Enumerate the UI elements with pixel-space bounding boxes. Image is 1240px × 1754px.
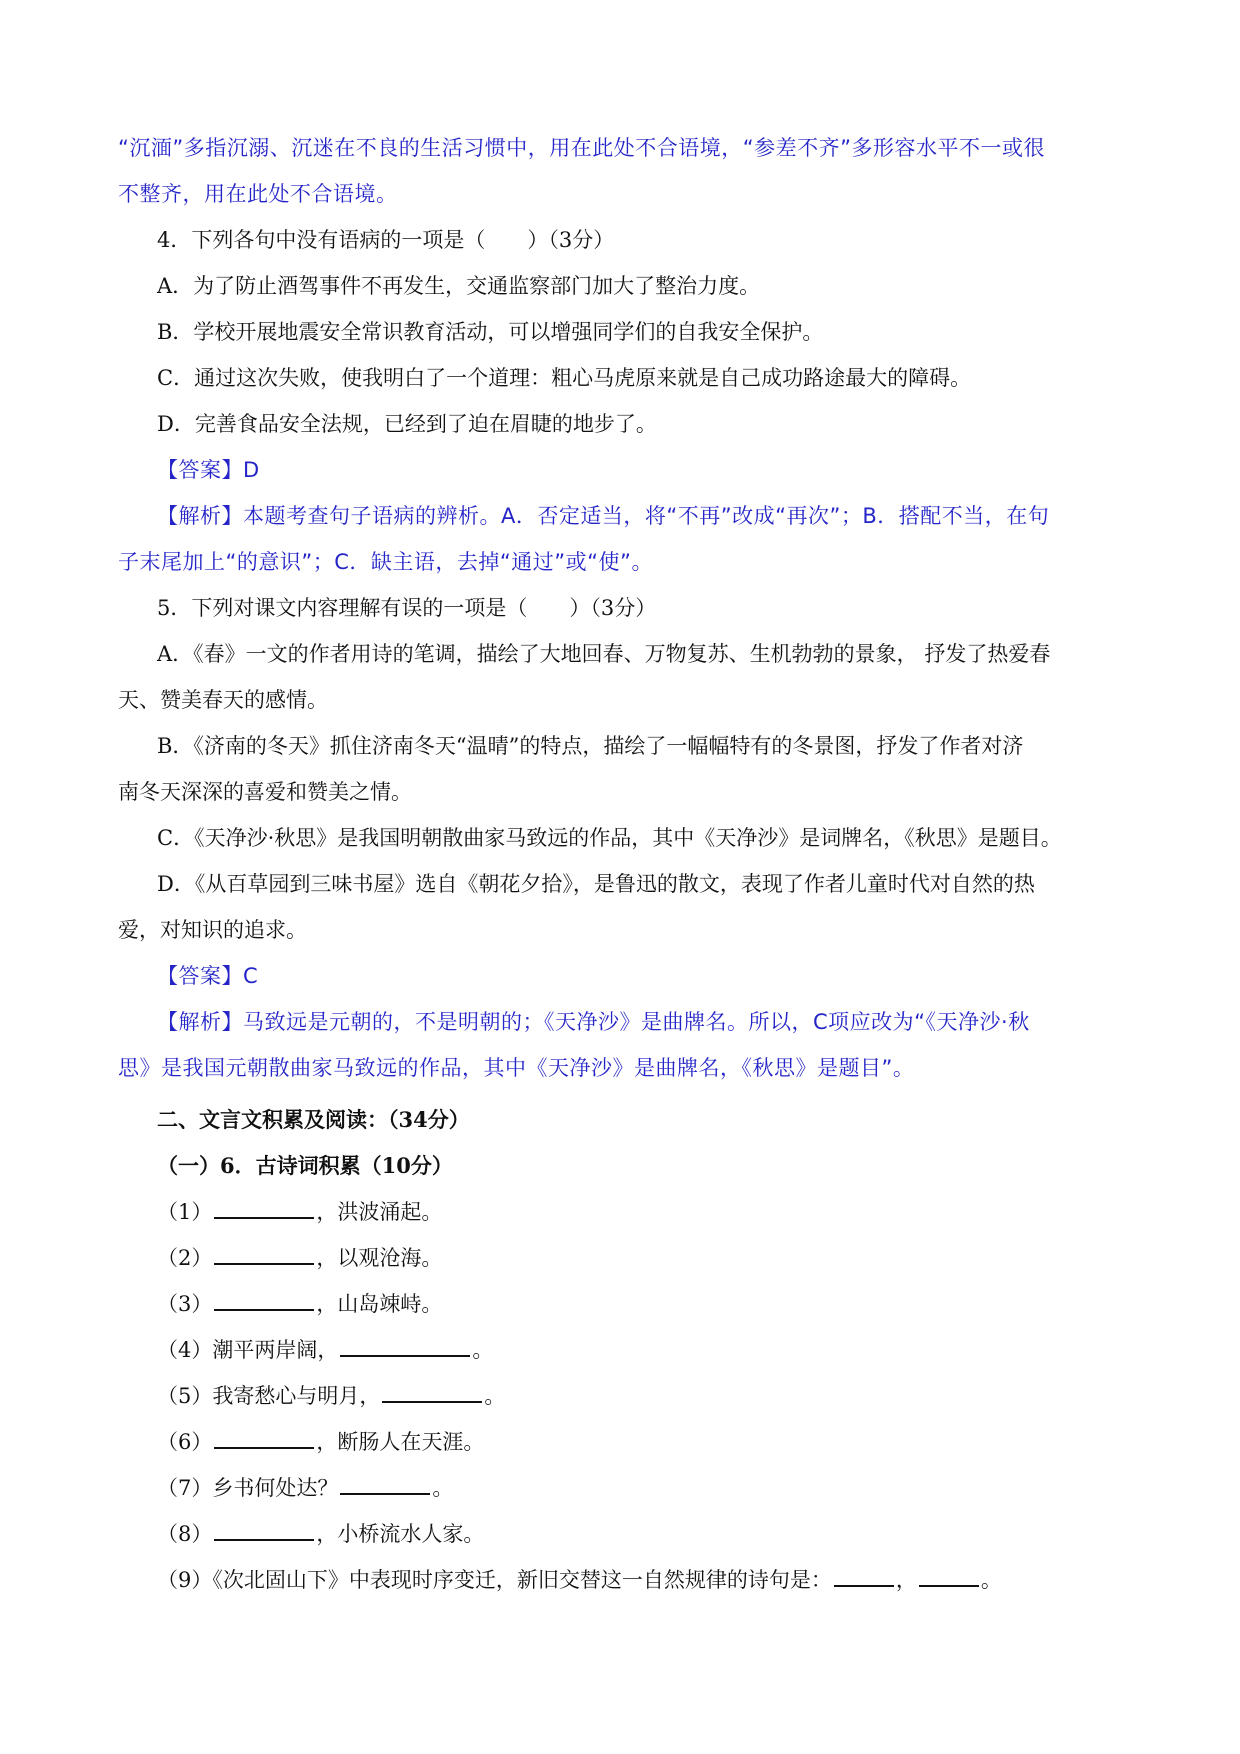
fill-item-2 [157,1235,442,1281]
answer-blank[interactable] [214,1195,314,1219]
fill-item-1 [157,1189,442,1235]
answer-blank[interactable] [214,1517,314,1541]
item-text: 乡书何处达？ [212,1476,339,1500]
fill-item-5 [157,1373,505,1419]
q5-option-b-line1: B．《济南的冬天》抓住济南冬天“温晴”的特点，描绘了一幅幅特有的冬景图，抒发了作者对济 [157,734,1024,758]
item-text: 我寄愁心与明月， [212,1384,381,1408]
item-text: 《次北固山下》中表现时序变迁，新旧交替这一自然规律的诗句是： [212,1568,832,1592]
item-number: （2） [157,1246,213,1270]
answer-blank[interactable] [214,1241,314,1265]
q5-option-c: C．《天净沙·秋思》是我国明朝散曲家马致远的作品，其中《天净沙》是词牌名，《秋思》是题目。 [157,826,1062,850]
item-text: 。 [980,1568,1002,1592]
fill-item-4 [157,1327,493,1373]
item-number: （8） [157,1522,213,1546]
item-number: （5） [157,1384,213,1408]
q3-explanation-line2: 不整齐，用在此处不合语境。 [118,182,398,206]
q4-analysis-line1: 【解析】本题考查句子语病的辨析。A．否定适当，将“不再”改成“再次”；B．搭配不当，在句 [157,504,1050,528]
item-number: （1） [157,1200,213,1224]
q5-option-a-line2: 天、赞美春天的感情。 [118,688,328,712]
q5-option-d-line2: 爱，对知识的追求。 [118,918,307,942]
fill-item-6 [157,1419,484,1465]
q5-option-b-line2: 南冬天深深的喜爱和赞美之情。 [118,780,412,804]
item-text: 。 [484,1384,506,1408]
answer-blank[interactable] [340,1333,470,1357]
q4-stem: 4．下列各句中没有语病的一项是（ ）（3分） [157,228,615,252]
item-number: （6） [157,1430,213,1454]
item-number: （7） [157,1476,213,1500]
answer-blank[interactable] [919,1563,979,1587]
item-text: 。 [472,1338,494,1362]
item-number: （9） [157,1568,213,1592]
q5-stem: 5．下列对课文内容理解有误的一项是（ ）（3分） [157,596,657,620]
q5-analysis-line2: 思》是我国元朝散曲家马致远的作品，其中《天净沙》是曲牌名，《秋思》是题目”。 [118,1056,915,1080]
answer-blank[interactable] [382,1379,482,1403]
item-text: 潮平两岸阔， [212,1338,339,1362]
item-text: ，小桥流水人家。 [316,1522,485,1546]
answer-blank[interactable] [214,1287,314,1311]
q5-option-d-line1: D．《从百草园到三味书屋》选自《朝花夕拾》，是鲁迅的散文，表现了作者儿童时代对自然的热 [157,872,1035,896]
q4-option-d: D．完善食品安全法规，已经到了迫在眉睫的地步了。 [157,412,657,436]
fill-item-8 [157,1511,484,1557]
q4-option-b: B．学校开展地震安全常识教育活动，可以增强同学们的自我安全保护。 [157,320,824,344]
q4-option-a: A．为了防止酒驾事件不再发生，交通监察部门加大了整治力度。 [157,274,761,298]
q4-answer: 【答案】D [157,458,260,482]
q5-analysis-line1: 【解析】马致远是元朝的，不是明朝的；《天净沙》是曲牌名。所以，C项应改为“《天净沙·秋 [157,1010,1030,1034]
item-text: ，断肠人在天涯。 [316,1430,485,1454]
item-text: ，洪波涌起。 [316,1200,443,1224]
section2-subtitle: （一）6．古诗词积累（10分） [157,1153,453,1178]
item-number: （3） [157,1292,213,1316]
item-text: ， [895,1568,917,1592]
item-text: ，以观沧海。 [316,1246,443,1270]
item-text: 。 [432,1476,454,1500]
item-number: （4） [157,1338,213,1362]
q3-explanation-line1: “沉湎”多指沉溺、沉迷在不良的生活习惯中，用在此处不合语境，“参差不齐”多形容水平不一或很 [118,136,1046,160]
q5-answer: 【答案】C [157,964,259,988]
section2-title: 二、文言文积累及阅读：（34分） [157,1107,470,1132]
q5-option-a-line1: A．《春》一文的作者用诗的笔调，描绘了大地回春、万物复苏、生机勃勃的景象， 抒发了热爱春 [157,642,1051,666]
fill-item-9 [157,1557,1002,1603]
fill-item-3 [157,1281,442,1327]
fill-item-7 [157,1465,453,1511]
answer-blank[interactable] [214,1425,314,1449]
item-text: ，山岛竦峙。 [316,1292,443,1316]
answer-blank[interactable] [834,1563,894,1587]
q4-option-c: C．通过这次失败，使我明白了一个道理：粗心马虎原来就是自己成功路途最大的障碍。 [157,366,972,390]
q4-analysis-line2: 子末尾加上“的意识”；C．缺主语，去掉“通过”或“使”。 [118,550,653,574]
answer-blank[interactable] [340,1471,430,1495]
